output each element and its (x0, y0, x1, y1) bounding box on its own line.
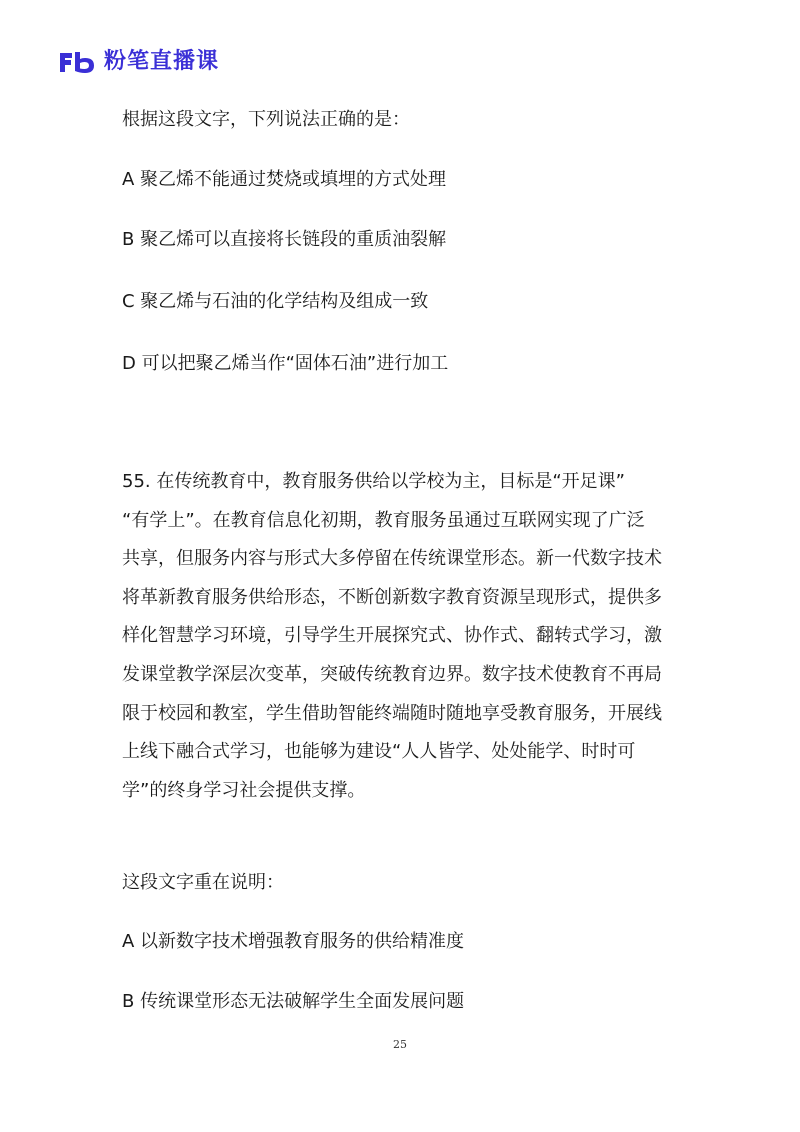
passage-line: 样化智慧学习环境，引导学生开展探究式、协作式、翻转式学习，激 (122, 625, 662, 647)
q54-option-c: C 聚乙烯与石油的化学结构及组成一致 (122, 291, 429, 312)
header-logo (58, 50, 219, 74)
passage-line: 将革新教育服务供给形态，不断创新数字教育资源呈现形式，提供多 (122, 586, 662, 608)
q54-option-b: B 聚乙烯可以直接将长链段的重质油裂解 (122, 229, 447, 250)
q54-option-d: D 可以把聚乙烯当作“固体石油”进行加工 (122, 353, 449, 374)
q55-passage (122, 463, 682, 810)
passage-line: 共享，但服务内容与形式大多停留在传统课堂形态。新一代数字技术 (122, 548, 662, 570)
logo-text: 粉笔直播课 (104, 49, 220, 74)
q55-stem: 这段文字重在说明： (122, 872, 284, 893)
q55-option-a: A 以新数字技术增强教育服务的供给精准度 (122, 931, 465, 952)
q55-option-b: B 传统课堂形态无法破解学生全面发展问题 (122, 991, 465, 1012)
passage-line: 发课堂教学深层次变革，突破传统教育边界。数字技术使教育不再局 (122, 663, 662, 685)
q54-stem: 根据这段文字，下列说法正确的是： (122, 109, 410, 130)
fb-logo-icon (58, 50, 96, 74)
passage-line: 55. 在传统教育中，教育服务供给以学校为主，目标是“开足课” (122, 471, 625, 492)
page-number: 25 (393, 1038, 407, 1051)
passage-line: 限于校园和教室，学生借助智能终端随时随地享受教育服务，开展线 (122, 702, 662, 724)
passage-line: 学”的终身学习社会提供支撑。 (122, 779, 366, 801)
passage-line: 上线下融合式学习，也能够为建设“人人皆学、处处能学、时时可 (122, 741, 636, 763)
q54-option-a: A 聚乙烯不能通过焚烧或填埋的方式处理 (122, 169, 447, 190)
passage-line: “有学上”。在教育信息化初期，教育服务虽通过互联网实现了广泛 (122, 509, 645, 531)
